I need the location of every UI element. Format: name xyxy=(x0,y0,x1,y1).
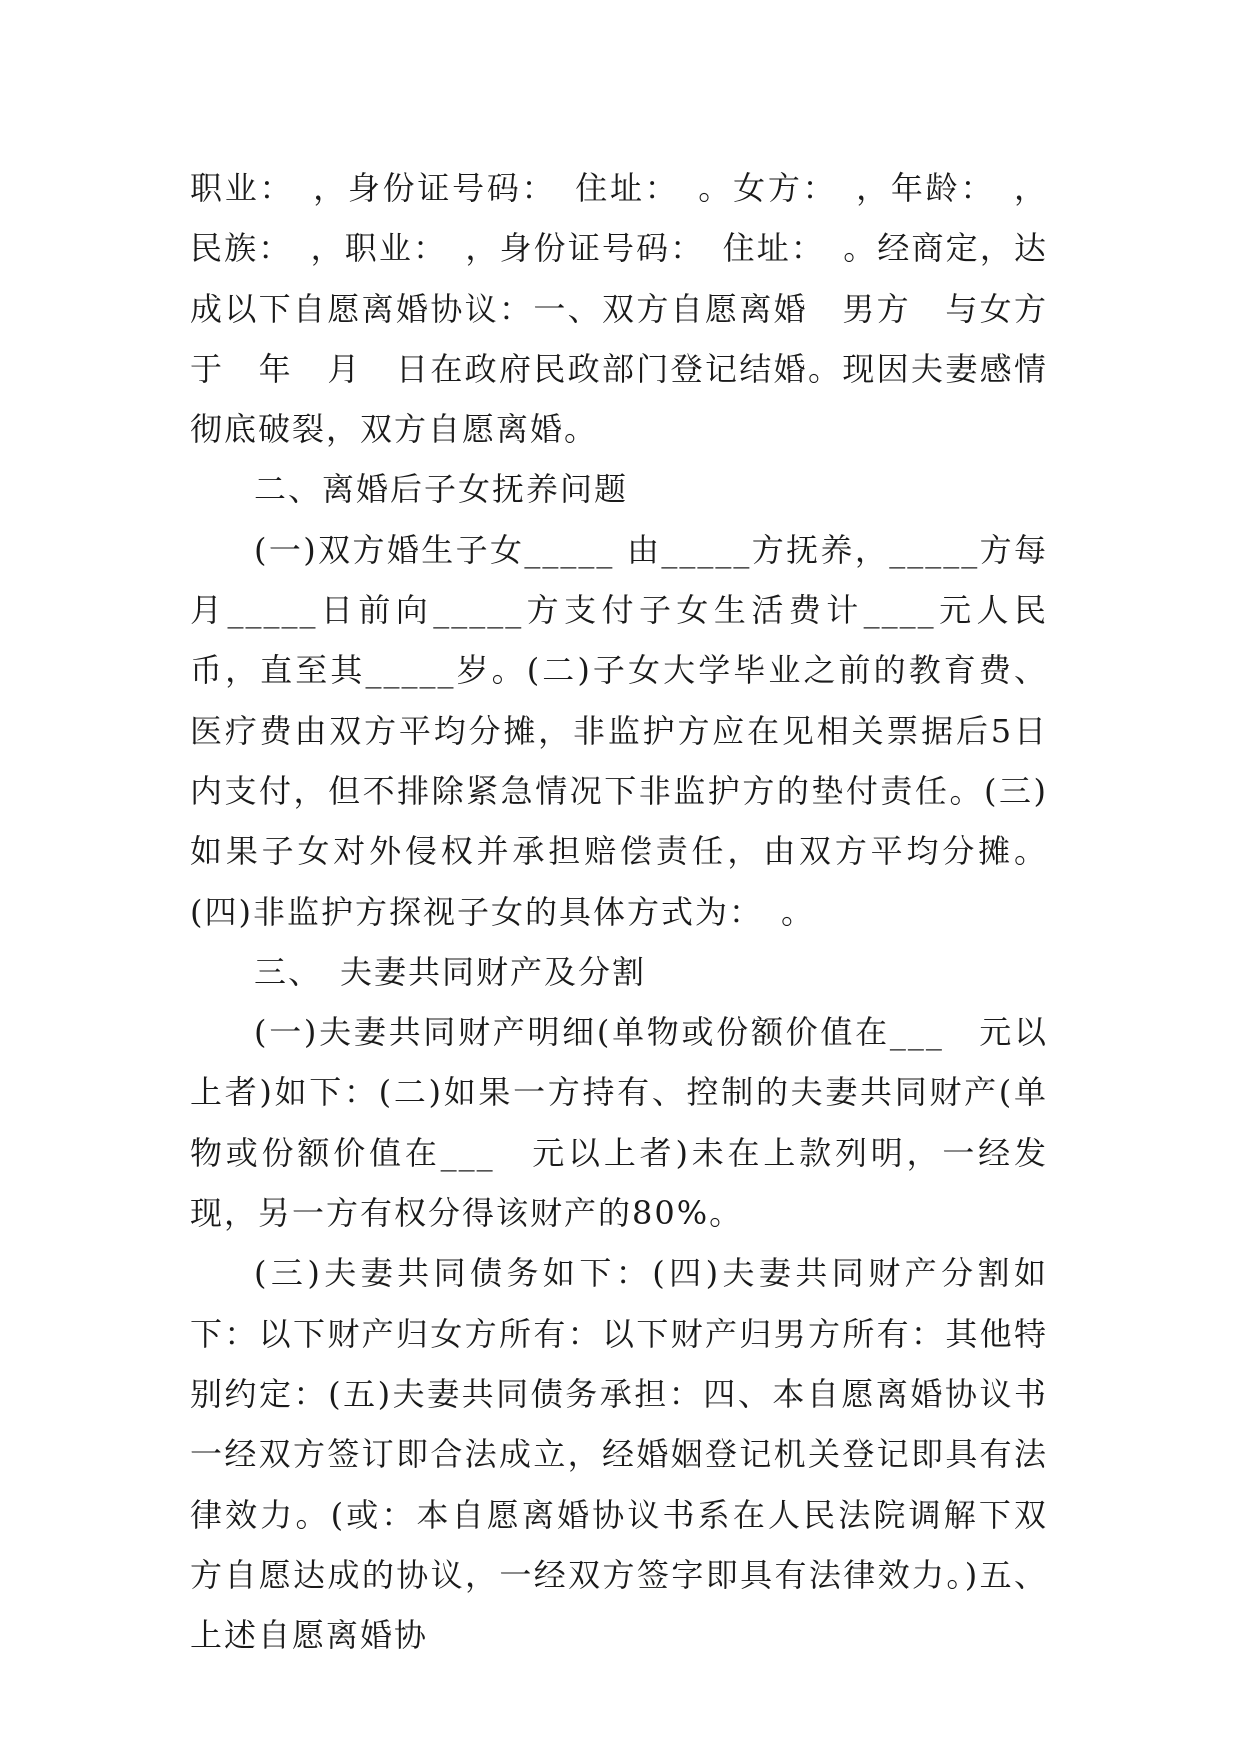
document-body xyxy=(190,158,1083,1665)
paragraph-child-custody: (一)双方婚生子女_____ 由_____方抚养，_____方每月_____日前向_____方支付子女生活费计____元人民币，直至其_____岁。(二)子女大学毕业之前的教育费、医疗费由双方平均分摊，非监护方应在见相关票据后5日内支付，但不排除紧急情况下非监护方的垫付责任。(三)如果子女对外侵权并承担赔偿责任，由双方平均分摊。(四)非监护方探视子女的具体方式为： 。 xyxy=(190,530,1048,931)
paragraph-party-info: 职业： ，身份证号码： 住址： 。女方： ，年龄： ，民族： ，职业： ，身份证号码： 住址： 。经商定，达成以下自愿离婚协议：一、双方自愿离婚 男方 与女方 于 年 月 日在政府民政部门登记结婚。现因夫妻感情彻底破裂，双方自愿离婚。 xyxy=(190,169,1083,449)
paragraph-joint-property: (一)夫妻共同财产明细(单物或份额价值在___ 元以上者)如下：(二)如果一方持有、控制的夫妻共同财产(单物或份额价值在___ 元以上者)未在上款列明，一经发现，另一方有权分得该财产的80%。 xyxy=(190,1013,1048,1233)
heading-child-custody: 二、离婚后子女抚养问题 xyxy=(254,470,629,509)
paragraph-joint-debts: (三)夫妻共同债务如下：(四)夫妻共同财产分割如下：以下财产归女方所有：以下财产归男方所有：其他特别约定：(五)夫妻共同债务承担：四、本自愿离婚协议书一经双方签订即合法成立，经婚姻登记机关登记即具有法律效力。(或：本自愿离婚协议书系在人民法院调解下双方自愿达成的协议，一经双方签字即具有法律效力。)五、上述自愿离婚协 xyxy=(190,1254,1048,1655)
heading-joint-property: 三、 夫妻共同财产及分割 xyxy=(254,952,647,991)
